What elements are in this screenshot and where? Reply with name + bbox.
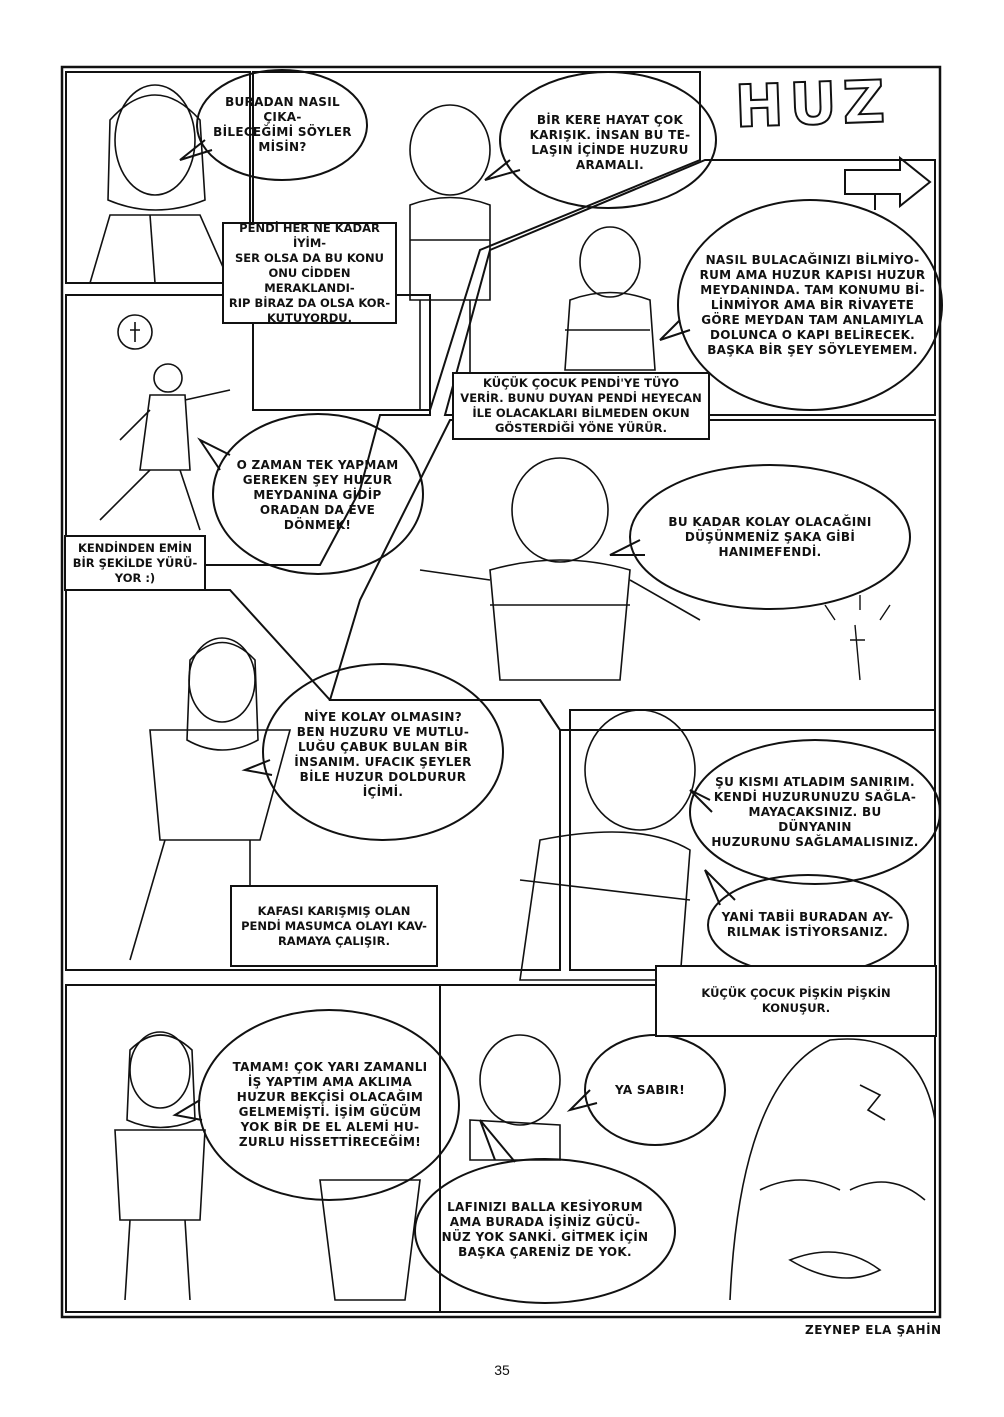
direction-arrow-sign [845, 158, 930, 210]
caption-box-1: PENDİ HER NE KADAR İYİM- SER OLSA DA BU KONU ONU CİDDEN MERAKLANDI- RIP BİRAZ DA OLSA KOR- KUTUYORDU. [222, 222, 397, 324]
tiny-figure-doodle [825, 595, 890, 680]
speech-bubble-10: YA SABIR! [615, 1082, 685, 1097]
huzur-sign-text: HUZ [733, 67, 892, 141]
caption-box-2: KÜÇÜK ÇOCUK PENDİ'YE TÜYO VERİR. BUNU DUYAN PENDİ HEYECAN İLE OLACAKLARI BİLMEDEN OKUN GÖSTERDİĞİ YÖNE YÜRÜR. [452, 372, 710, 440]
speech-bubble-5: BU KADAR KOLAY OLACAĞINI DÜŞÜNMENİZ ŞAKA GİBİ HANIMEFENDİ. [668, 514, 872, 559]
walking-girl-figure [100, 315, 230, 530]
speech-bubble-6: NİYE KOLAY OLMASIN? BEN HUZURU VE MUTLU- LUĞU ÇABUK BULAN BİR İNSANIM. UFACIK ŞEYLER BİLE HUZUR DOLDURUR İÇİMİ. [294, 710, 472, 799]
boy-figure-panel-5 [420, 458, 700, 680]
speech-bubble-11: LAFINIZI BALLA KESİYORUM AMA BURADA İŞİNİZ GÜCÜ- NÜZ YOK SANKİ. GİTMEK İÇİN BAŞKA ÇARENİZ DE YOK. [441, 1200, 649, 1259]
boy-figure-panel-8 [470, 1035, 560, 1160]
author-credit: ZEYNEP ELA ŞAHİN [805, 1323, 942, 1337]
speech-bubble-9: TAMAM! ÇOK YARI ZAMANLI İŞ YAPTIM AMA AKLIMA HUZUR BEKÇİSİ OLACAĞIM GELMEMİŞTİ. İŞİM GÜCÜM YOK BİR DE EL ALEMİ HU- ZURLU HİSSETTİRECEĞİM! [232, 1060, 428, 1149]
caption-box-5: KÜÇÜK ÇOCUK PİŞKİN PİŞKİN KONUŞUR. [655, 965, 937, 1037]
caption-box-3: KENDİNDEN EMİN BİR ŞEKİLDE YÜRÜ- YOR :) [64, 535, 206, 591]
boy-figure-panel-3 [565, 227, 655, 370]
page-number: 35 [494, 1362, 510, 1378]
speech-bubble-3: NASIL BULACAĞINIZI BİLMİYO- RUM AMA HUZUR KAPISI HUZUR MEYDANINDA. TAM KONUMU Bİ- LİNMİYOR AMA BİR RİVAYETE GÖRE MEYDAN TAM ANLAMIYLA DOLUNCA O KAPI BELİRECEK. BAŞKA BİR ŞEY SÖYLEYEMEM. [699, 252, 926, 357]
angry-girl-closeup [730, 1039, 935, 1300]
speech-bubble-7: ŞU KISMI ATLADIM SANIRIM. KENDİ HUZURUNUZU SAĞLA- MAYACAKSINIZ. BU DÜNYANIN HUZURUNU SAĞLAMALISINIZ. [711, 775, 919, 849]
speech-bubble-2: BİR KERE HAYAT ÇOK KARIŞIK. İNSAN BU TE- LAŞIN İÇİNDE HUZURU ARAMALI. [529, 112, 691, 172]
boy-figure-panel-7 [520, 710, 695, 980]
speech-bubble-4: O ZAMAN TEK YAPMAM GEREKEN ŞEY HUZUR MEYDANINA GİDİP ORADAN DA EVE DÖNMEK! [236, 457, 399, 532]
panel-5 [330, 420, 935, 730]
speech-bubble-8: YANİ TABİİ BURADAN AY- RILMAK İSTİYORSANIZ. [721, 910, 894, 939]
caption-box-4: KAFASI KARIŞMIŞ OLAN PENDİ MASUMCA OLAYI KAV- RAMAYA ÇALIŞIR. [230, 885, 438, 967]
speech-bubble-1: BURADAN NASIL ÇIKA- BİLECEĞİMİ SÖYLER MİSİN? [213, 95, 352, 154]
